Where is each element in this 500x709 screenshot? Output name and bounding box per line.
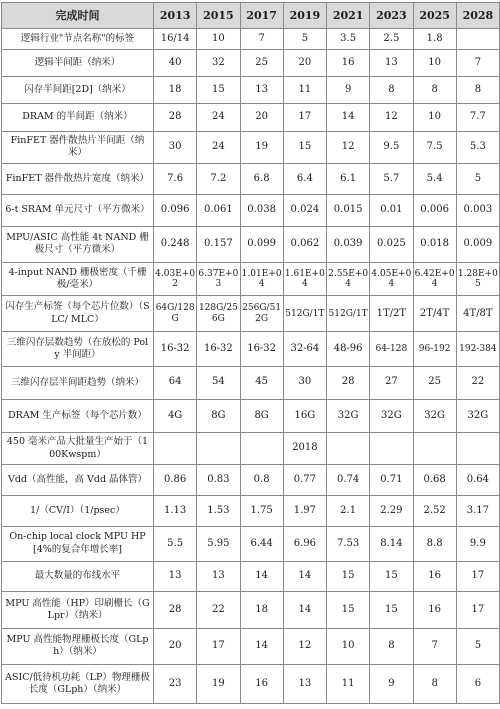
cell-value: 23	[154, 664, 197, 703]
cell-value: 1.61E+04	[283, 262, 326, 296]
table-body	[2, 29, 500, 704]
cell-value: 64	[154, 366, 197, 399]
row-label: DRAM 的半间距（纳米）	[2, 103, 154, 131]
cell-value: 0.157	[197, 226, 240, 262]
cell-value: 5.95	[197, 526, 240, 561]
cell-value	[154, 433, 197, 465]
cell-value: 6.4	[283, 163, 326, 195]
table-row	[2, 226, 500, 262]
cell-value: 6.96	[283, 526, 326, 561]
row-label: MPU 高性能（HP）印刷栅长（GLpr）（纳米）	[2, 592, 154, 629]
cell-value: 4.05E+04	[370, 262, 413, 296]
cell-value: 2T/4T	[413, 296, 456, 332]
cell-value: 0.038	[240, 195, 283, 227]
cell-value: 6.8	[240, 163, 283, 195]
table-row	[2, 464, 500, 496]
cell-value: 8	[413, 77, 456, 103]
cell-value: 0.015	[327, 195, 370, 227]
cell-value: 0.74	[327, 464, 370, 496]
cell-value: 8G	[240, 399, 283, 433]
cell-value: 512G/1T	[327, 296, 370, 332]
table-row	[2, 29, 500, 50]
cell-value: 64G/128G	[154, 296, 197, 332]
cell-value: 14	[240, 561, 283, 592]
cell-value: 0.025	[370, 226, 413, 262]
table-row	[2, 496, 500, 527]
cell-value: 256G/512G	[240, 296, 283, 332]
cell-value: 0.77	[283, 464, 326, 496]
cell-value: 13	[370, 50, 413, 77]
cell-value: 0.006	[413, 195, 456, 227]
header-year: 2023	[370, 3, 413, 29]
cell-value: 7	[456, 50, 499, 77]
cell-value: 32-64	[283, 332, 326, 367]
table-row	[2, 132, 500, 164]
cell-value: 30	[283, 366, 326, 399]
cell-value: 0.68	[413, 464, 456, 496]
cell-value: 5.5	[154, 526, 197, 561]
cell-value: 0.096	[154, 195, 197, 227]
table-row	[2, 433, 500, 465]
row-label: 4-input NAND 栅极密度（千栅极/毫米）	[2, 262, 154, 296]
row-label: 三维闪存层半间距趋势（纳米）	[2, 366, 154, 399]
cell-value: 8.8	[413, 526, 456, 561]
cell-value: 5	[283, 29, 326, 50]
cell-value: 1T/2T	[370, 296, 413, 332]
cell-value: 18	[154, 77, 197, 103]
row-label: 逻辑半间距（纳米）	[2, 50, 154, 77]
cell-value: 7.6	[154, 163, 197, 195]
table-row	[2, 332, 500, 367]
header-year: 2028	[456, 3, 499, 29]
cell-value	[413, 433, 456, 465]
header-row	[2, 3, 500, 29]
cell-value: 0.024	[283, 195, 326, 227]
table-row	[2, 50, 500, 77]
table-row	[2, 366, 500, 399]
cell-value: 25	[413, 366, 456, 399]
cell-value: 11	[327, 664, 370, 703]
cell-value: 192-384	[456, 332, 499, 367]
cell-value: 16-32	[197, 332, 240, 367]
cell-value: 0.64	[456, 464, 499, 496]
cell-value: 10	[327, 629, 370, 665]
cell-value: 6.1	[327, 163, 370, 195]
cell-value: 16	[413, 592, 456, 629]
cell-value: 25	[240, 50, 283, 77]
cell-value: 9.5	[370, 132, 413, 164]
cell-value: 6	[456, 664, 499, 703]
cell-value: 19	[197, 664, 240, 703]
table-row	[2, 195, 500, 227]
cell-value: 6.37E+03	[197, 262, 240, 296]
cell-value: 22	[197, 592, 240, 629]
header-label: 完成时间	[2, 3, 154, 29]
cell-value: 0.86	[154, 464, 197, 496]
cell-value: 16	[327, 50, 370, 77]
cell-value: 3.17	[456, 496, 499, 527]
cell-value: 15	[197, 77, 240, 103]
cell-value: 1.8	[413, 29, 456, 50]
table-row	[2, 77, 500, 103]
row-label: 闪存半间距[2D]（纳米）	[2, 77, 154, 103]
row-label: MPU 高性能物理栅极长度（GLph）（纳米）	[2, 629, 154, 665]
cell-value: 48-96	[327, 332, 370, 367]
cell-value: 14	[240, 629, 283, 665]
cell-value	[240, 433, 283, 465]
cell-value: 5.3	[456, 132, 499, 164]
table-row	[2, 526, 500, 561]
cell-value: 4T/8T	[456, 296, 499, 332]
cell-value	[370, 433, 413, 465]
cell-value: 1.01E+04	[240, 262, 283, 296]
cell-value: 512G/1T	[283, 296, 326, 332]
cell-value: 8	[370, 629, 413, 665]
roadmap-table	[1, 2, 500, 704]
cell-value: 30	[154, 132, 197, 164]
cell-value: 12	[370, 103, 413, 131]
table-row	[2, 163, 500, 195]
cell-value: 20	[240, 103, 283, 131]
table-row	[2, 629, 500, 665]
cell-value: 0.039	[327, 226, 370, 262]
header-year: 2013	[154, 3, 197, 29]
cell-value: 5	[456, 163, 499, 195]
cell-value: 1.53	[197, 496, 240, 527]
cell-value: 15	[370, 561, 413, 592]
cell-value: 15	[370, 592, 413, 629]
cell-value: 20	[154, 629, 197, 665]
cell-value: 2.55E+04	[327, 262, 370, 296]
cell-value: 17	[456, 592, 499, 629]
cell-value: 14	[283, 561, 326, 592]
row-label: FinFET 器件散热片半间距（纳米）	[2, 132, 154, 164]
cell-value: 0.009	[456, 226, 499, 262]
cell-value: 24	[197, 132, 240, 164]
cell-value: 15	[283, 132, 326, 164]
header-year: 2025	[413, 3, 456, 29]
cell-value: 10	[413, 50, 456, 77]
row-label: 450 毫米产品大批量生产始于（100Kwspm）	[2, 433, 154, 465]
cell-value: 18	[240, 592, 283, 629]
cell-value: 7	[413, 629, 456, 665]
header-year: 2019	[283, 3, 326, 29]
cell-value: 22	[456, 366, 499, 399]
cell-value: 32	[197, 50, 240, 77]
cell-value: 17	[456, 561, 499, 592]
row-label: ASIC/低待机功耗（LP）物理栅极长度（GLph）（纳米）	[2, 664, 154, 703]
cell-value: 12	[327, 132, 370, 164]
cell-value: 2.5	[370, 29, 413, 50]
cell-value: 0.8	[240, 464, 283, 496]
cell-value: 16	[413, 561, 456, 592]
cell-value: 19	[240, 132, 283, 164]
cell-value: 9	[370, 664, 413, 703]
cell-value: 96-192	[413, 332, 456, 367]
cell-value: 9	[327, 77, 370, 103]
cell-value	[456, 433, 499, 465]
cell-value: 11	[283, 77, 326, 103]
row-label: 逻辑行业"节点名称"的标签	[2, 29, 154, 50]
cell-value: 54	[197, 366, 240, 399]
row-label: FinFET 器件散热片宽度（纳米）	[2, 163, 154, 195]
cell-value	[197, 433, 240, 465]
row-label: 闪存生产标签（每个芯片位数）（SLC/ MLC）	[2, 296, 154, 332]
cell-value: 2.29	[370, 496, 413, 527]
table-row	[2, 664, 500, 703]
cell-value: 27	[370, 366, 413, 399]
cell-value: 0.099	[240, 226, 283, 262]
cell-value: 28	[327, 366, 370, 399]
cell-value: 0.018	[413, 226, 456, 262]
cell-value: 32G	[327, 399, 370, 433]
cell-value: 1.28E+05	[456, 262, 499, 296]
cell-value	[327, 433, 370, 465]
cell-value: 0.71	[370, 464, 413, 496]
table-row	[2, 296, 500, 332]
row-label: On-chip local clock MPU HP[4%的复合年增长率]	[2, 526, 154, 561]
header-year: 2017	[240, 3, 283, 29]
row-label: MPU/ASIC 高性能 4t NAND 栅极尺寸（平方微米）	[2, 226, 154, 262]
cell-value: 2018	[283, 433, 326, 465]
cell-value: 0.01	[370, 195, 413, 227]
cell-value: 1.97	[283, 496, 326, 527]
table-row	[2, 262, 500, 296]
cell-value: 0.83	[197, 464, 240, 496]
cell-value: 10	[197, 29, 240, 50]
cell-value: 0.062	[283, 226, 326, 262]
cell-value: 32G	[413, 399, 456, 433]
row-label: 6-t SRAM 单元尺寸（平方微米）	[2, 195, 154, 227]
cell-value: 17	[283, 103, 326, 131]
cell-value	[456, 29, 499, 50]
cell-value: 7.53	[327, 526, 370, 561]
cell-value: 40	[154, 50, 197, 77]
cell-value: 28	[154, 592, 197, 629]
cell-value: 16	[240, 664, 283, 703]
cell-value: 16-32	[240, 332, 283, 367]
cell-value: 24	[197, 103, 240, 131]
cell-value: 2.52	[413, 496, 456, 527]
cell-value: 32G	[456, 399, 499, 433]
cell-value: 12	[283, 629, 326, 665]
cell-value: 13	[154, 561, 197, 592]
cell-value: 0.061	[197, 195, 240, 227]
cell-value: 5.4	[413, 163, 456, 195]
cell-value: 15	[327, 561, 370, 592]
cell-value: 8.14	[370, 526, 413, 561]
cell-value: 15	[327, 592, 370, 629]
cell-value: 9.9	[456, 526, 499, 561]
table-row	[2, 103, 500, 131]
cell-value: 13	[283, 664, 326, 703]
cell-value: 4.03E+02	[154, 262, 197, 296]
cell-value: 10	[413, 103, 456, 131]
cell-value: 7.5	[413, 132, 456, 164]
header-year: 2021	[327, 3, 370, 29]
cell-value: 28	[154, 103, 197, 131]
row-label: 最大数量的布线水平	[2, 561, 154, 592]
cell-value: 8	[370, 77, 413, 103]
cell-value: 7.2	[197, 163, 240, 195]
cell-value: 7.7	[456, 103, 499, 131]
row-label: 1/（CV/I）（1/psec）	[2, 496, 154, 527]
cell-value: 3.5	[327, 29, 370, 50]
cell-value: 13	[197, 561, 240, 592]
cell-value: 128G/256G	[197, 296, 240, 332]
cell-value: 17	[197, 629, 240, 665]
cell-value: 1.75	[240, 496, 283, 527]
cell-value: 20	[283, 50, 326, 77]
cell-value: 8	[456, 77, 499, 103]
cell-value: 6.44	[240, 526, 283, 561]
cell-value: 7	[240, 29, 283, 50]
cell-value: 14	[327, 103, 370, 131]
roadmap-table-container	[1, 2, 499, 704]
row-label: Vdd（高性能，高 Vdd 晶体管）	[2, 464, 154, 496]
cell-value: 16G	[283, 399, 326, 433]
cell-value: 8G	[197, 399, 240, 433]
cell-value: 0.248	[154, 226, 197, 262]
cell-value: 16/14	[154, 29, 197, 50]
table-row	[2, 592, 500, 629]
header-year: 2015	[197, 3, 240, 29]
cell-value: 16-32	[154, 332, 197, 367]
cell-value: 45	[240, 366, 283, 399]
table-row	[2, 561, 500, 592]
row-label: DRAM 生产标签（每个芯片数）	[2, 399, 154, 433]
cell-value: 2.1	[327, 496, 370, 527]
table-row	[2, 399, 500, 433]
row-label: 三维闪存层数趋势（在放松的 Poly 半间距）	[2, 332, 154, 367]
cell-value: 4G	[154, 399, 197, 433]
cell-value: 13	[240, 77, 283, 103]
cell-value: 6.42E+04	[413, 262, 456, 296]
cell-value: 5.7	[370, 163, 413, 195]
cell-value: 14	[283, 592, 326, 629]
cell-value: 0.003	[456, 195, 499, 227]
cell-value: 32G	[370, 399, 413, 433]
cell-value: 8	[413, 664, 456, 703]
cell-value: 1.13	[154, 496, 197, 527]
cell-value: 5	[456, 629, 499, 665]
cell-value: 64-128	[370, 332, 413, 367]
